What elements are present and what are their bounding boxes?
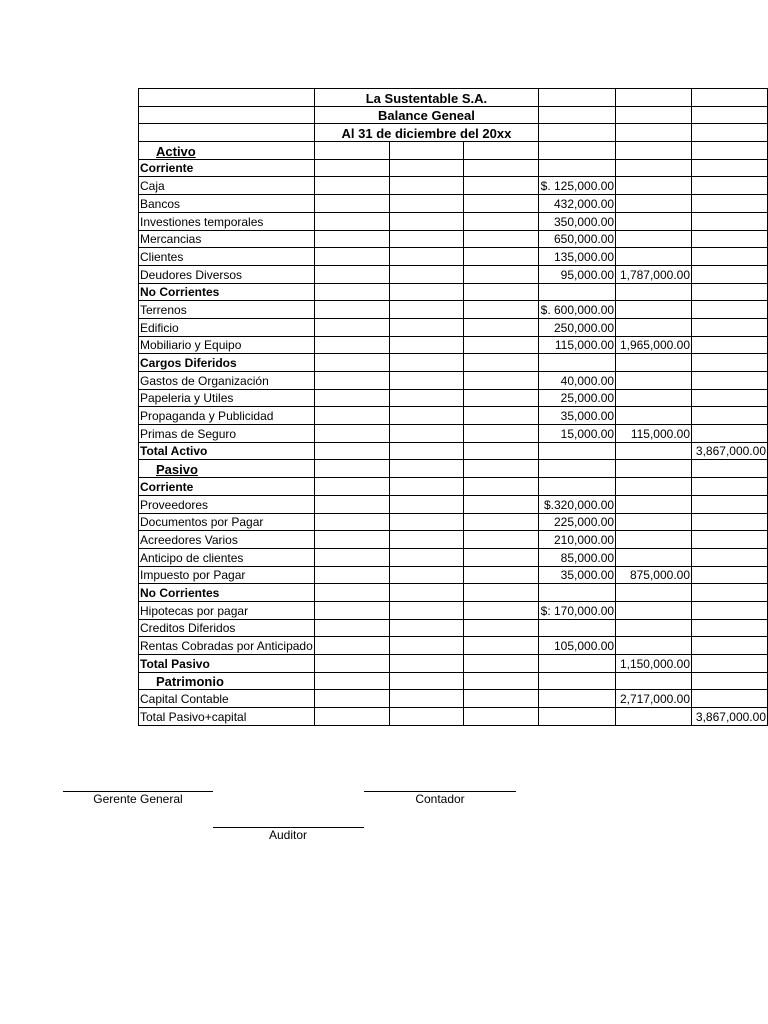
- amount-cell: $. 600,000.00: [539, 301, 616, 319]
- table-row: [139, 177, 768, 195]
- table-row: [139, 301, 768, 319]
- row-label: Gastos de Organización: [139, 372, 315, 390]
- amount-cell: [616, 531, 692, 549]
- amount-cell: 3,867,000.00: [692, 442, 768, 460]
- amount-cell: [692, 336, 768, 354]
- amount-cell: [692, 301, 768, 319]
- amount-cell: [616, 548, 692, 566]
- amount-cell: [616, 619, 692, 637]
- row-label: Clientes: [139, 248, 315, 266]
- amount-cell: 40,000.00: [539, 372, 616, 390]
- row-label: Papeleria y Utiles: [139, 389, 315, 407]
- amount-cell: 3,867,000.00: [692, 708, 768, 726]
- amount-cell: [616, 389, 692, 407]
- amount-cell: 135,000.00: [539, 248, 616, 266]
- table-row: [139, 159, 768, 177]
- table-row: [139, 495, 768, 513]
- table-row: [139, 407, 768, 425]
- row-label: Total Activo: [139, 442, 315, 460]
- amount-cell: [692, 283, 768, 301]
- amount-cell: [616, 601, 692, 619]
- table-row: [139, 478, 768, 496]
- header-row: [139, 124, 768, 142]
- signature-label-gerente: Gerente General: [93, 792, 183, 806]
- amount-cell: [692, 372, 768, 390]
- row-label: Primas de Seguro: [139, 425, 315, 443]
- table-row: [139, 425, 768, 443]
- table-row: [139, 584, 768, 602]
- amount-cell: [616, 318, 692, 336]
- amount-cell: 35,000.00: [539, 566, 616, 584]
- table-row: [139, 336, 768, 354]
- amount-cell: [539, 442, 616, 460]
- amount-cell: [616, 708, 692, 726]
- amount-cell: [692, 318, 768, 336]
- row-label: Mobiliario y Equipo: [139, 336, 315, 354]
- row-label: Capital Contable: [139, 690, 315, 708]
- header-row: [139, 89, 768, 107]
- section-row-activo: [139, 142, 768, 160]
- row-label: No Corrientes: [139, 584, 315, 602]
- amount-cell: 15,000.00: [539, 425, 616, 443]
- section-heading-activo: Activo: [139, 142, 315, 160]
- amount-cell: [692, 513, 768, 531]
- row-label: Total Pasivo: [139, 655, 315, 673]
- table-row: [139, 248, 768, 266]
- statement-date: Al 31 de diciembre del 20xx: [314, 124, 538, 142]
- table-row: [139, 318, 768, 336]
- table-row: [139, 601, 768, 619]
- row-label: Creditos Diferidos: [139, 619, 315, 637]
- table-row: [139, 354, 768, 372]
- amount-cell: [692, 478, 768, 496]
- row-label: Mercancias: [139, 230, 315, 248]
- amount-cell: [692, 495, 768, 513]
- amount-cell: [616, 584, 692, 602]
- amount-cell: [539, 619, 616, 637]
- amount-cell: [692, 195, 768, 213]
- amount-cell: 105,000.00: [539, 637, 616, 655]
- table-row: [139, 442, 768, 460]
- row-label: Propaganda y Publicidad: [139, 407, 315, 425]
- amount-cell: 25,000.00: [539, 389, 616, 407]
- amount-cell: 85,000.00: [539, 548, 616, 566]
- row-label: Caja: [139, 177, 315, 195]
- amount-cell: [692, 619, 768, 637]
- amount-cell: [692, 248, 768, 266]
- table-row: [139, 195, 768, 213]
- amount-cell: [616, 212, 692, 230]
- amount-cell: [692, 601, 768, 619]
- amount-cell: [692, 407, 768, 425]
- row-label: Impuesto por Pagar: [139, 566, 315, 584]
- amount-cell: [616, 177, 692, 195]
- amount-cell: [692, 584, 768, 602]
- amount-cell: [616, 442, 692, 460]
- row-label: Cargos Diferidos: [139, 354, 315, 372]
- amount-cell: 875,000.00: [616, 566, 692, 584]
- amount-cell: [692, 230, 768, 248]
- amount-cell: [692, 389, 768, 407]
- amount-cell: [616, 230, 692, 248]
- amount-cell: [616, 354, 692, 372]
- amount-cell: [692, 531, 768, 549]
- amount-cell: [616, 495, 692, 513]
- amount-cell: [692, 212, 768, 230]
- amount-cell: [539, 690, 616, 708]
- row-label: Anticipo de clientes: [139, 548, 315, 566]
- amount-cell: [692, 265, 768, 283]
- amount-cell: [616, 195, 692, 213]
- section-row-pasivo: [139, 460, 768, 478]
- table-row: [139, 389, 768, 407]
- amount-cell: [616, 372, 692, 390]
- row-label: Corriente: [139, 478, 315, 496]
- amount-cell: [539, 283, 616, 301]
- amount-cell: $.320,000.00: [539, 495, 616, 513]
- signature-label-contador: Contador: [415, 792, 465, 806]
- amount-cell: 35,000.00: [539, 407, 616, 425]
- amount-cell: 650,000.00: [539, 230, 616, 248]
- amount-cell: 432,000.00: [539, 195, 616, 213]
- amount-cell: [616, 478, 692, 496]
- amount-cell: [692, 548, 768, 566]
- amount-cell: 225,000.00: [539, 513, 616, 531]
- row-label: Terrenos: [139, 301, 315, 319]
- amount-cell: [692, 637, 768, 655]
- amount-cell: [539, 584, 616, 602]
- table-row: [139, 531, 768, 549]
- amount-cell: 2,717,000.00: [616, 690, 692, 708]
- table-row: [139, 513, 768, 531]
- table-row: [139, 265, 768, 283]
- amount-cell: [616, 159, 692, 177]
- table-row: [139, 619, 768, 637]
- section-heading-pasivo: Pasivo: [139, 460, 315, 478]
- row-label: Proveedores: [139, 495, 315, 513]
- table-row: [139, 637, 768, 655]
- row-label: Corriente: [139, 159, 315, 177]
- amount-cell: [616, 407, 692, 425]
- amount-cell: [539, 708, 616, 726]
- amount-cell: 350,000.00: [539, 212, 616, 230]
- amount-cell: 1,787,000.00: [616, 265, 692, 283]
- table-row: [139, 708, 768, 726]
- row-label: Deudores Diversos: [139, 265, 315, 283]
- amount-cell: 95,000.00: [539, 265, 616, 283]
- header-row: [139, 106, 768, 124]
- amount-cell: [539, 655, 616, 673]
- amount-cell: [616, 283, 692, 301]
- amount-cell: [692, 566, 768, 584]
- table-row: [139, 655, 768, 673]
- table-row: [139, 566, 768, 584]
- amount-cell: 1,965,000.00: [616, 336, 692, 354]
- row-label: Documentos por Pagar: [139, 513, 315, 531]
- table-row: [139, 548, 768, 566]
- section-row-patrimonio: [139, 672, 768, 690]
- row-label: Bancos: [139, 195, 315, 213]
- amount-cell: [692, 177, 768, 195]
- amount-cell: [692, 425, 768, 443]
- amount-cell: [616, 637, 692, 655]
- table-row: [139, 372, 768, 390]
- amount-cell: $. 125,000.00: [539, 177, 616, 195]
- amount-cell: [692, 354, 768, 372]
- amount-cell: [539, 159, 616, 177]
- company-name: La Sustentable S.A.: [314, 89, 538, 107]
- amount-cell: 115,000.00: [616, 425, 692, 443]
- row-label: Investiones temporales: [139, 212, 315, 230]
- table-row: [139, 212, 768, 230]
- table-row: [139, 690, 768, 708]
- balance-sheet-table: [138, 88, 768, 726]
- row-label: Edificio: [139, 318, 315, 336]
- table-row: [139, 283, 768, 301]
- amount-cell: [692, 159, 768, 177]
- row-label: Acreedores Varios: [139, 531, 315, 549]
- amount-cell: [616, 248, 692, 266]
- row-label: Rentas Cobradas por Anticipado: [139, 637, 315, 655]
- table-row: [139, 230, 768, 248]
- section-heading-patrimonio: Patrimonio: [139, 672, 315, 690]
- amount-cell: 250,000.00: [539, 318, 616, 336]
- amount-cell: [616, 301, 692, 319]
- amount-cell: 115,000.00: [539, 336, 616, 354]
- amount-cell: [539, 478, 616, 496]
- amount-cell: $: 170,000.00: [539, 601, 616, 619]
- amount-cell: 1,150,000.00: [616, 655, 692, 673]
- statement-title: Balance Geneal: [314, 106, 538, 124]
- row-label: Hipotecas por pagar: [139, 601, 315, 619]
- amount-cell: [539, 354, 616, 372]
- amount-cell: [692, 690, 768, 708]
- amount-cell: 210,000.00: [539, 531, 616, 549]
- amount-cell: [616, 513, 692, 531]
- signature-label-auditor: Auditor: [268, 828, 308, 842]
- amount-cell: [692, 655, 768, 673]
- row-label: Total Pasivo+capital: [139, 708, 315, 726]
- row-label: No Corrientes: [139, 283, 315, 301]
